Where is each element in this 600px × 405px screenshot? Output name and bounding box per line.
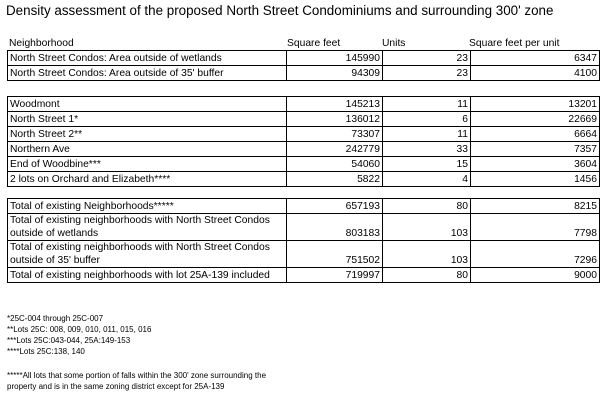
square-feet-cell: 719997	[287, 268, 383, 283]
table-row	[8, 51, 600, 66]
sqft-per-unit-cell: 3604	[471, 157, 600, 172]
footnote: *****All lots that some portion of falls within the 300' zone surrounding the property and is in the same zoning district except for 25A-139	[7, 371, 267, 391]
footnote: ****Lots 25C:138, 140	[7, 347, 85, 356]
neighborhood-cell: North Street 1*	[8, 112, 287, 127]
square-feet-cell: 5822	[287, 172, 383, 187]
footnote: ***Lots 25C:043-044, 25A:149-153	[7, 336, 131, 345]
header-units: Units	[382, 38, 406, 49]
neighborhoods-table	[7, 96, 600, 187]
units-cell: 15	[383, 157, 471, 172]
units-cell: 4	[383, 172, 471, 187]
header-neighborhood: Neighborhood	[9, 38, 74, 49]
neighborhood-cell: Total of existing neighborhoods with North Street Condos outside of 35' buffer	[8, 241, 287, 268]
square-feet-cell: 145990	[287, 51, 383, 66]
proposed-table	[7, 50, 600, 81]
units-cell: 23	[383, 51, 471, 66]
units-cell: 80	[383, 268, 471, 283]
square-feet-cell: 242779	[287, 142, 383, 157]
sqft-per-unit-cell: 8215	[471, 199, 600, 214]
table-row	[8, 142, 600, 157]
sqft-per-unit-cell: 7357	[471, 142, 600, 157]
units-cell: 80	[383, 199, 471, 214]
sqft-per-unit-cell: 7798	[471, 214, 600, 241]
neighborhood-cell: North Street Condos: Area outside of wetlands	[8, 51, 287, 66]
sqft-per-unit-cell: 6347	[471, 51, 600, 66]
units-cell: 11	[383, 127, 471, 142]
sqft-per-unit-cell: 7296	[471, 241, 600, 268]
table-row	[8, 172, 600, 187]
square-feet-cell: 54060	[287, 157, 383, 172]
square-feet-cell: 803183	[287, 214, 383, 241]
square-feet-cell: 94309	[287, 66, 383, 81]
square-feet-cell: 73307	[287, 127, 383, 142]
table-row	[8, 97, 600, 112]
header-square-feet: Square feet	[287, 38, 341, 49]
table-row	[8, 157, 600, 172]
neighborhood-cell: Total of existing Neighborhoods*****	[8, 199, 287, 214]
neighborhood-cell: End of Woodbine***	[8, 157, 287, 172]
units-cell: 33	[383, 142, 471, 157]
column-header-row	[7, 36, 595, 50]
neighborhood-cell: North Street 2**	[8, 127, 287, 142]
table-row	[8, 268, 600, 283]
table-row	[8, 199, 600, 214]
square-feet-cell: 657193	[287, 199, 383, 214]
page-title: Density assessment of the proposed North Street Condominiums and surrounding 300' zone	[6, 3, 554, 18]
footnote: *25C-004 through 25C-007	[7, 314, 104, 323]
square-feet-cell: 136012	[287, 112, 383, 127]
sqft-per-unit-cell: 9000	[471, 268, 600, 283]
sqft-per-unit-cell: 13201	[471, 97, 600, 112]
footnotes	[7, 313, 151, 357]
sqft-per-unit-cell: 6664	[471, 127, 600, 142]
totals-table	[7, 198, 600, 283]
units-cell: 11	[383, 97, 471, 112]
sqft-per-unit-cell: 4100	[471, 66, 600, 81]
units-cell: 103	[383, 214, 471, 241]
square-feet-cell: 751502	[287, 241, 383, 268]
table-row	[8, 214, 600, 241]
neighborhood-cell: Woodmont	[8, 97, 287, 112]
neighborhood-cell: 2 lots on Orchard and Elizabeth****	[8, 172, 287, 187]
units-cell: 6	[383, 112, 471, 127]
units-cell: 23	[383, 66, 471, 81]
header-sqft-per-unit: Square feet per unit	[469, 38, 560, 49]
table-row	[8, 241, 600, 268]
footnote: **Lots 25C: 008, 009, 010, 011, 015, 016	[7, 325, 152, 334]
neighborhood-cell: Total of existing neighborhoods with North Street Condos outside of wetlands	[8, 214, 287, 241]
sqft-per-unit-cell: 22669	[471, 112, 600, 127]
table-row	[8, 66, 600, 81]
sqft-per-unit-cell: 1456	[471, 172, 600, 187]
neighborhood-cell: North Street Condos: Area outside of 35' buffer	[8, 66, 287, 81]
neighborhood-cell: Northern Ave	[8, 142, 287, 157]
neighborhood-cell: Total of existing neighborhoods with lot 25A-139 included	[8, 268, 287, 283]
table-row	[8, 127, 600, 142]
units-cell: 103	[383, 241, 471, 268]
table-row	[8, 112, 600, 127]
square-feet-cell: 145213	[287, 97, 383, 112]
